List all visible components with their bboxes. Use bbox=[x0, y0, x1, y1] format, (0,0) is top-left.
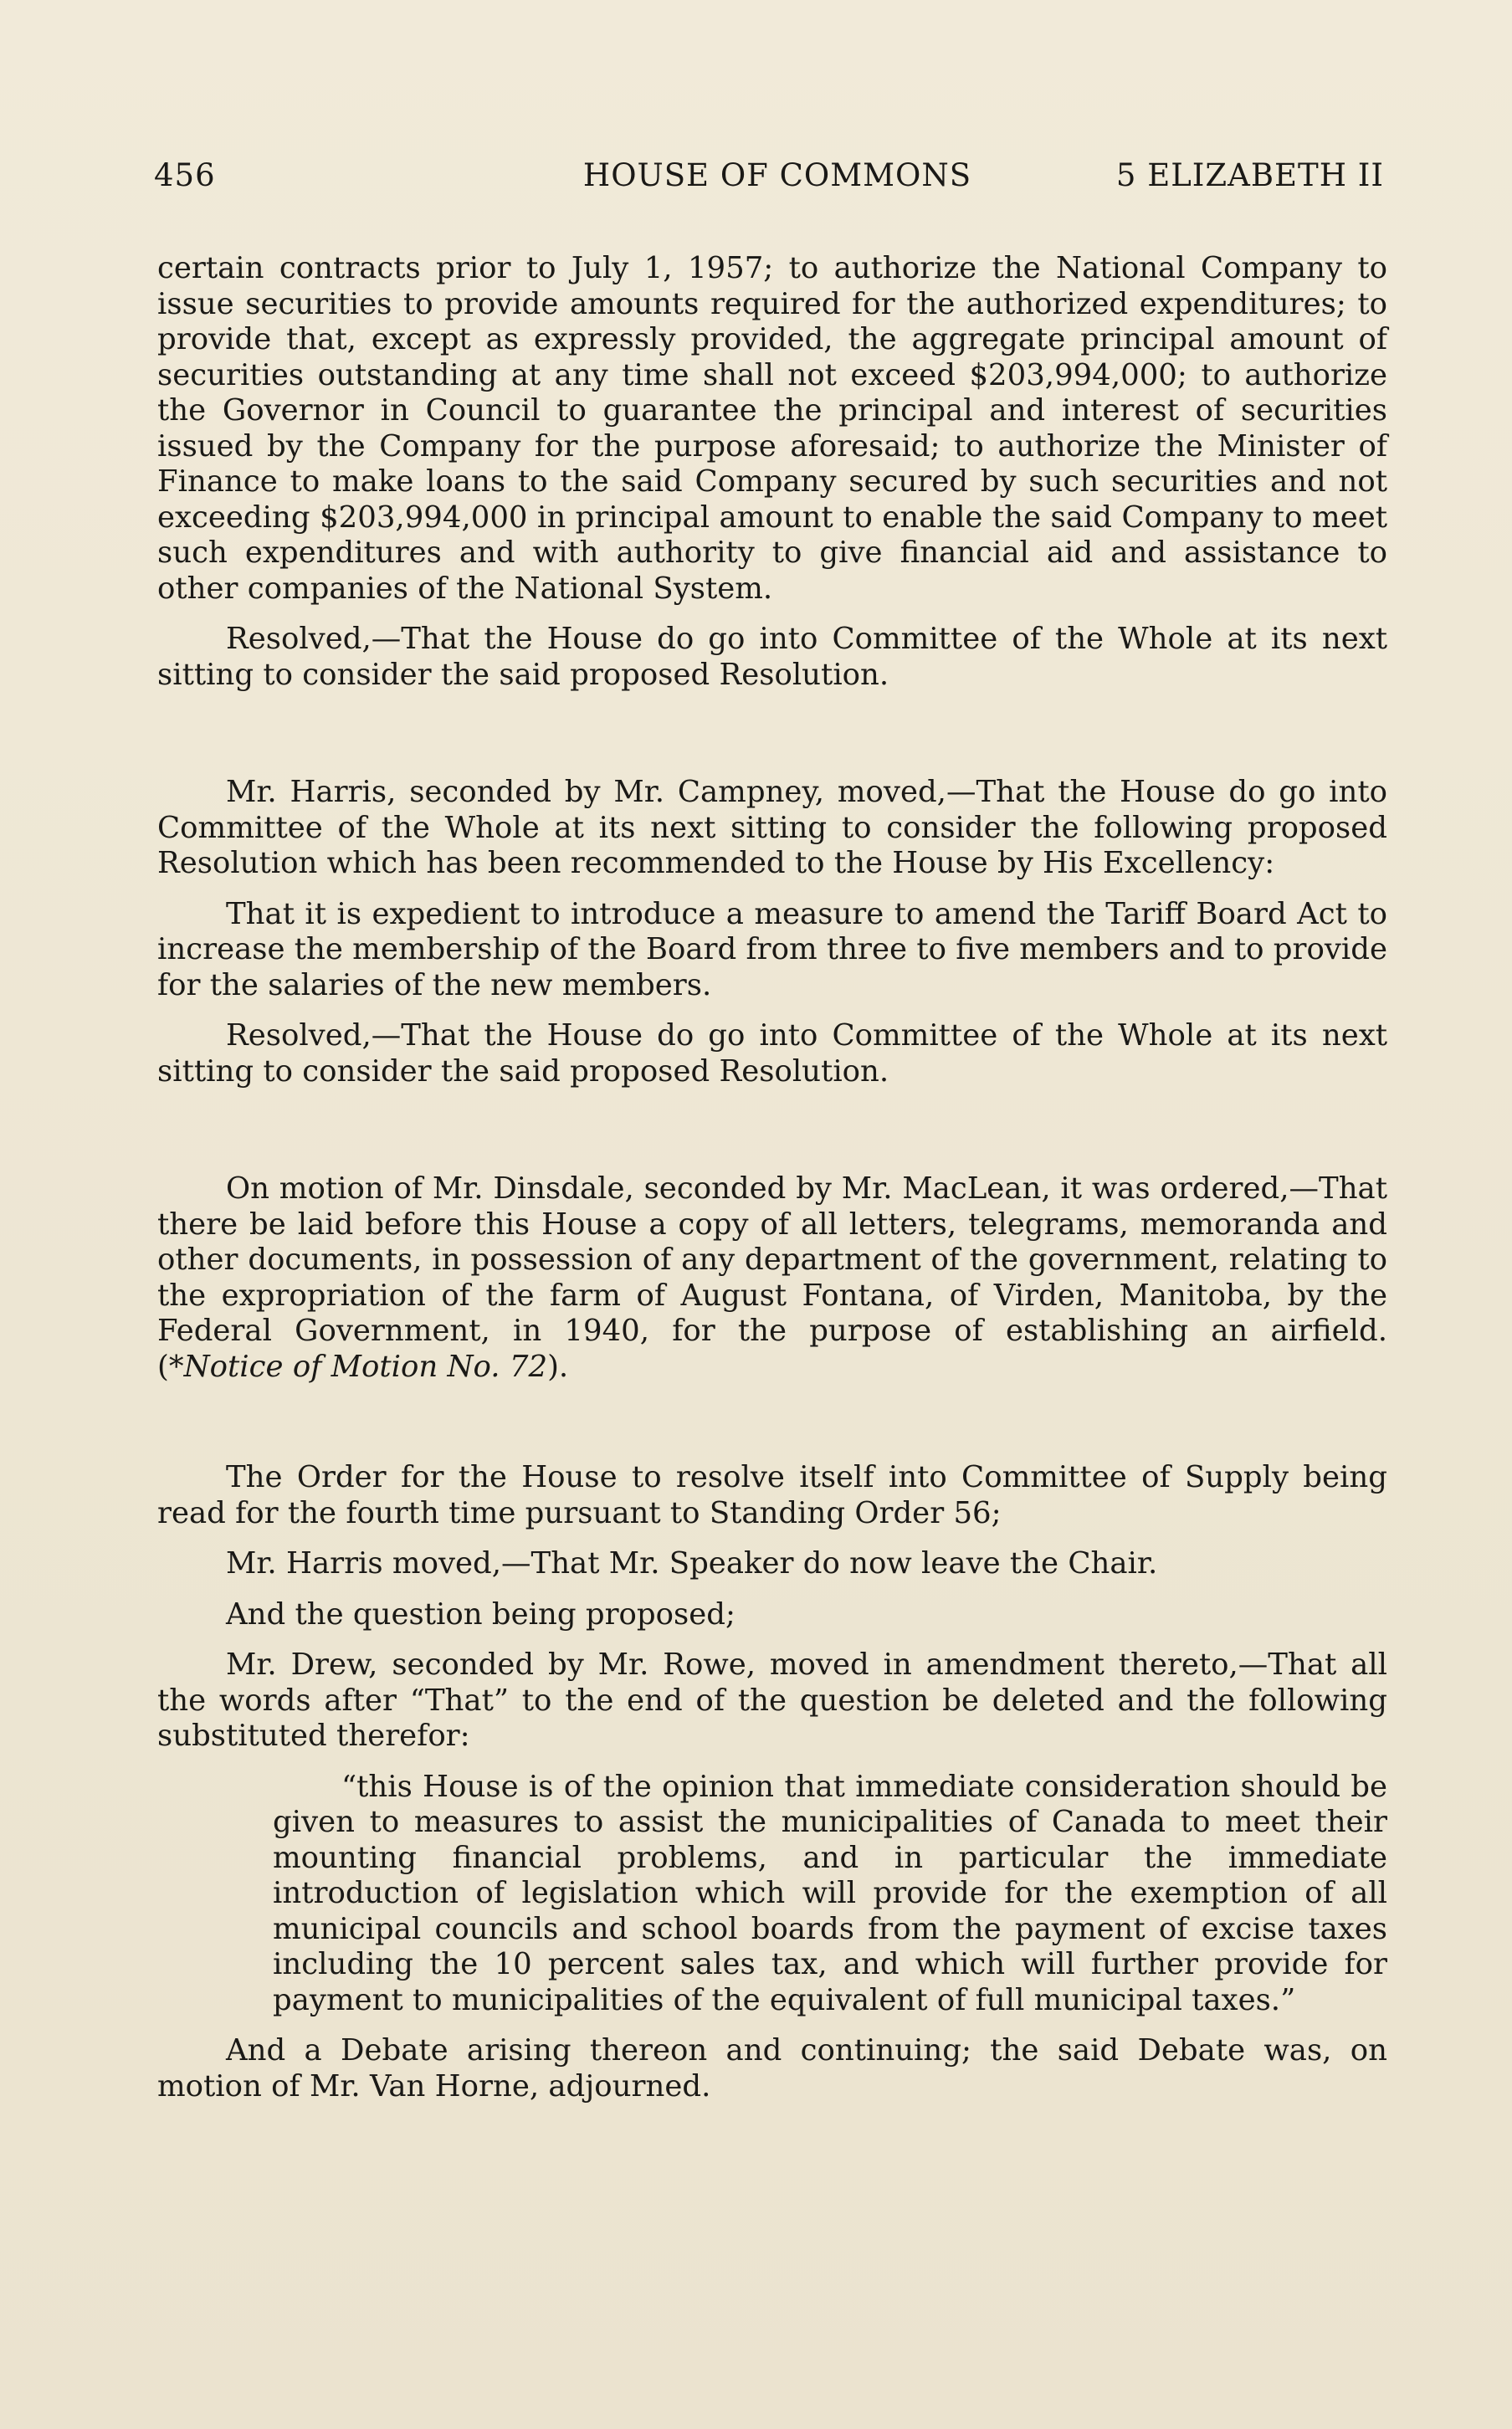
motion-end: ). bbox=[547, 1349, 569, 1384]
section-spacer bbox=[157, 1104, 1387, 1171]
paragraph-resolution-text: certain contracts prior to July 1, 1957; to authorize the National Company to issue securities to provide amounts required for the authorized expenditures; to provide that, except as expressly provided, the aggregate principal amount of securities outstanding at any time shall not exceed $203,994,000; to authorize the Governor in Council to guarantee the principal and interest of securities issued by the Company for the purpose aforesaid; to authorize the Minister of Finance to make loans to the said Company secured by such securities and not exceeding $203,994,000 in principal amount to enable the said Company to meet such expenditures and with authority to give financial aid and assistance to other companies of the National System. bbox=[157, 251, 1387, 606]
section-spacer bbox=[157, 708, 1387, 775]
section-spacer bbox=[157, 1400, 1387, 1460]
header-title: HOUSE OF COMMONS bbox=[582, 157, 972, 193]
paragraph-drew-amendment: Mr. Drew, seconded by Mr. Rowe, moved in amendment thereto,—That all the words after “That” to the end of the question be deleted and the following substituted therefor: bbox=[157, 1648, 1387, 1753]
paragraph-debate-adjourned: And a Debate arising thereon and continuing; the said Debate was, on motion of Mr. Van Horne, adjourned. bbox=[157, 2033, 1387, 2104]
paragraph-supply-order: The Order for the House to resolve itself into Committee of Supply being read for the fourth time pursuant to Standing Order 56; bbox=[157, 1460, 1387, 1530]
journal-body bbox=[157, 251, 1387, 2119]
paragraph-tariff-resolution: That it is expedient to introduce a measure to amend the Tariff Board Act to increase the membership of the Board from three to five members and to provide for the salaries of the new members. bbox=[157, 896, 1387, 1002]
paragraph-harris-moved: Mr. Harris moved,—That Mr. Speaker do now leave the Chair. bbox=[226, 1546, 1158, 1581]
page-number: 456 bbox=[154, 157, 216, 193]
quoted-amendment: “this House is of the opinion that immediate consideration should be given to measures to assist the municipalities of Canada to meet their mounting financial problems, and in particular the immediate introduction of legislation which will provide for the exemption of all municipal councils and school boards from the payment of excise taxes including the 10 percent sales tax, and which will further provide for payment to municipalities of the equivalent of full municipal taxes.” bbox=[273, 1769, 1387, 2017]
paragraph-resolved-1: Resolved,—That the House do go into Committee of the Whole at its next sitting to consider the said proposed Resolution. bbox=[157, 622, 1387, 692]
paragraph-dinsdale-motion bbox=[157, 1171, 1387, 1385]
paragraph-resolved-2: Resolved,—That the House do go into Committee of the Whole at its next sitting to consider the said proposed Resolution. bbox=[157, 1018, 1387, 1089]
paragraph-question-proposed: And the question being proposed; bbox=[226, 1596, 735, 1632]
motion-text: On motion of Mr. Dinsdale, seconded by Mr. MacLean, it was ordered,—That there be laid before this House a copy of all letters, telegrams, memoranda and other documents, in possession of any department of the government, relating to the expropriation of the farm of August Fontana, of Virden, Manitoba, by the Federal Government, in 1940, for the purpose of establishing an airfield. ( bbox=[157, 1171, 1387, 1384]
header-session: 5 ELIZABETH II bbox=[1115, 157, 1384, 193]
paragraph-harris-motion: Mr. Harris, seconded by Mr. Campney, moved,—That the House do go into Committee of the Whole at its next sitting to consider the following proposed Resolution which has been recommended to the House by His Excellency: bbox=[157, 775, 1387, 880]
running-header bbox=[154, 157, 1384, 199]
notice-of-motion: *Notice of Motion No. 72 bbox=[168, 1349, 548, 1384]
